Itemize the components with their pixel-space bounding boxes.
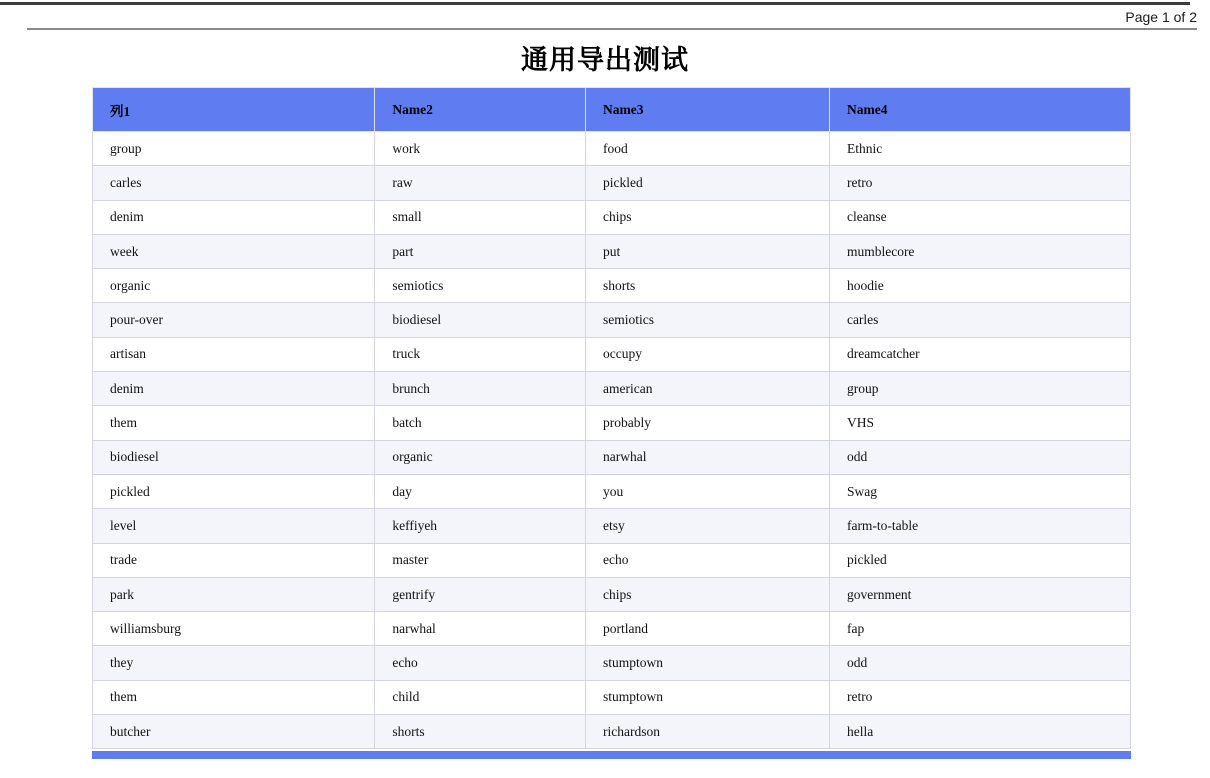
table-cell: american: [586, 372, 830, 406]
table-cell: Ethnic: [829, 132, 1130, 166]
table-cell: portland: [586, 612, 830, 646]
table-cell: Swag: [829, 474, 1130, 508]
table-cell: biodiesel: [93, 440, 375, 474]
table-cell: day: [375, 474, 586, 508]
table-cell: denim: [93, 200, 375, 234]
column-header: Name4: [829, 88, 1130, 132]
table-cell: small: [375, 200, 586, 234]
page-number: Page 1 of 2: [1125, 9, 1197, 25]
table-row: [93, 715, 1131, 749]
table-row: [93, 406, 1131, 440]
table-cell: semiotics: [586, 303, 830, 337]
table-cell: hoodie: [829, 269, 1130, 303]
table-cell: farm-to-table: [829, 509, 1130, 543]
table-row: [93, 337, 1131, 371]
table-cell: organic: [93, 269, 375, 303]
header-rule: [27, 28, 1197, 30]
table-cell: pickled: [93, 474, 375, 508]
table-body: [93, 132, 1131, 749]
page-top-rule: [0, 2, 1190, 5]
table-cell: odd: [829, 646, 1130, 680]
table-cell: dreamcatcher: [829, 337, 1130, 371]
table-cell: occupy: [586, 337, 830, 371]
table-header-row: [93, 88, 1131, 132]
table-row: [93, 680, 1131, 714]
export-table-container: [92, 87, 1131, 759]
table-cell: food: [586, 132, 830, 166]
table-cell: master: [375, 543, 586, 577]
table-cell: echo: [586, 543, 830, 577]
table-cell: raw: [375, 166, 586, 200]
table-cell: butcher: [93, 715, 375, 749]
table-cell: brunch: [375, 372, 586, 406]
table-cell: chips: [586, 577, 830, 611]
table-cell: semiotics: [375, 269, 586, 303]
table-cell: work: [375, 132, 586, 166]
table-cell: them: [93, 680, 375, 714]
table-cell: narwhal: [586, 440, 830, 474]
table-row: [93, 132, 1131, 166]
table-cell: government: [829, 577, 1130, 611]
table-cell: group: [829, 372, 1130, 406]
table-cell: shorts: [586, 269, 830, 303]
table-cell: child: [375, 680, 586, 714]
table-cell: retro: [829, 680, 1130, 714]
table-cell: williamsburg: [93, 612, 375, 646]
next-page-header-strip: [92, 751, 1131, 759]
table-row: [93, 269, 1131, 303]
column-header: 列1: [93, 88, 375, 132]
table-cell: group: [93, 132, 375, 166]
table-cell: gentrify: [375, 577, 586, 611]
table-cell: you: [586, 474, 830, 508]
table-cell: trade: [93, 543, 375, 577]
table-cell: level: [93, 509, 375, 543]
table-header-row: [93, 88, 1131, 132]
table-row: [93, 612, 1131, 646]
table-cell: mumblecore: [829, 234, 1130, 268]
table-row: [93, 474, 1131, 508]
table-cell: carles: [93, 166, 375, 200]
table-cell: cleanse: [829, 200, 1130, 234]
table-row: [93, 166, 1131, 200]
table-cell: echo: [375, 646, 586, 680]
table-cell: richardson: [586, 715, 830, 749]
table-cell: hella: [829, 715, 1130, 749]
table-cell: narwhal: [375, 612, 586, 646]
table-cell: shorts: [375, 715, 586, 749]
table-row: [93, 303, 1131, 337]
table-row: [93, 543, 1131, 577]
table-cell: fap: [829, 612, 1130, 646]
table-cell: pickled: [586, 166, 830, 200]
document-title: 通用导出测试: [521, 45, 689, 76]
table-cell: park: [93, 577, 375, 611]
table-cell: etsy: [586, 509, 830, 543]
table-cell: stumptown: [586, 646, 830, 680]
table-cell: retro: [829, 166, 1130, 200]
table-cell: biodiesel: [375, 303, 586, 337]
table-cell: pickled: [829, 543, 1130, 577]
table-row: [93, 646, 1131, 680]
table-cell: probably: [586, 406, 830, 440]
table-cell: VHS: [829, 406, 1130, 440]
table-row: [93, 440, 1131, 474]
table-row: [93, 577, 1131, 611]
table-cell: artisan: [93, 337, 375, 371]
table-row: [93, 200, 1131, 234]
table-cell: odd: [829, 440, 1130, 474]
table-cell: put: [586, 234, 830, 268]
export-table: [92, 87, 1131, 749]
table-cell: keffiyeh: [375, 509, 586, 543]
table-cell: pour-over: [93, 303, 375, 337]
column-header: Name2: [375, 88, 586, 132]
table-cell: denim: [93, 372, 375, 406]
table-row: [93, 509, 1131, 543]
column-header: Name3: [586, 88, 830, 132]
table-cell: chips: [586, 200, 830, 234]
table-cell: truck: [375, 337, 586, 371]
table-cell: week: [93, 234, 375, 268]
table-cell: carles: [829, 303, 1130, 337]
table-cell: part: [375, 234, 586, 268]
table-cell: batch: [375, 406, 586, 440]
table-cell: them: [93, 406, 375, 440]
table-cell: stumptown: [586, 680, 830, 714]
table-cell: they: [93, 646, 375, 680]
table-row: [93, 372, 1131, 406]
table-row: [93, 234, 1131, 268]
table-cell: organic: [375, 440, 586, 474]
